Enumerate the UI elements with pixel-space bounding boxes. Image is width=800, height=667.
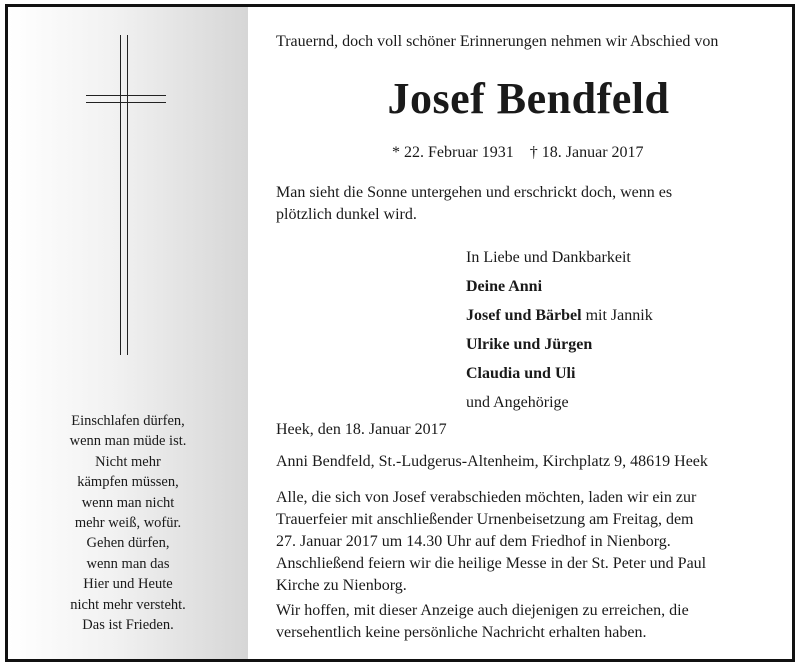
- cross-vertical-line: [127, 35, 128, 355]
- poem-line: wenn man müde ist.: [69, 433, 187, 450]
- mourners-relatives: und Angehörige: [466, 394, 569, 411]
- poem-line: Gehen dürfen,: [86, 535, 170, 552]
- birth-date: * 22. Februar 1931: [392, 144, 514, 161]
- quote-line: plötzlich dunkel wird.: [276, 206, 417, 223]
- cross-horizontal-line: [86, 102, 166, 103]
- life-dates: [392, 144, 644, 162]
- mourner-name: Claudia und Uli: [466, 365, 576, 382]
- mourner-name: Deine Anni: [466, 278, 543, 295]
- paragraph-line: Trauerfeier mit anschließender Urnenbeisetzung am Freitag, dem: [276, 511, 694, 528]
- poem-line: nicht mehr versteht.: [70, 596, 186, 613]
- cross-icon: [86, 35, 166, 355]
- mourners-list: [466, 243, 653, 417]
- closing-paragraph: [276, 600, 776, 644]
- cross-horizontal-line: [86, 95, 166, 96]
- farewell-paragraph: [276, 487, 776, 597]
- paragraph-line: Alle, die sich von Josef verabschieden möchten, laden wir ein zur: [276, 489, 697, 506]
- poem: [8, 411, 248, 635]
- mourner-name: Ulrike und Jürgen: [466, 336, 593, 353]
- poem-line: wenn man nicht: [81, 494, 175, 511]
- sidebar-panel: [8, 7, 248, 659]
- cross-vertical-line: [120, 35, 121, 355]
- deceased-name: Josef Bendfeld: [387, 74, 670, 123]
- paragraph-line: Anschließend feiern wir die heilige Messe in der St. Peter und Paul: [276, 555, 707, 572]
- poem-line: Hier und Heute: [83, 576, 173, 593]
- paragraph-line: Kirche zu Nienborg.: [276, 577, 407, 594]
- quote-line: Man sieht die Sonne untergehen und erschrickt doch, wenn es: [276, 184, 673, 201]
- intro-text: Trauernd, doch voll schöner Erinnerungen nehmen wir Abschied von: [276, 33, 719, 50]
- mourner-name: Josef und Bärbel: [466, 307, 582, 324]
- poem-line: Das ist Frieden.: [82, 617, 174, 634]
- mourners-opening: In Liebe und Dankbarkeit: [466, 249, 631, 266]
- place-date: Heek, den 18. Januar 2017: [276, 421, 447, 438]
- quote: [276, 182, 776, 226]
- obituary-frame: [5, 4, 795, 662]
- paragraph-line: versehentlich keine persönliche Nachricht erhalten haben.: [276, 624, 647, 641]
- mourner-addendum: mit Jannik: [581, 307, 653, 324]
- mourner-entry: [466, 301, 653, 330]
- poem-line: Nicht mehr: [95, 453, 161, 470]
- paragraph-line: Wir hoffen, mit dieser Anzeige auch diejenigen zu erreichen, die: [276, 602, 689, 619]
- poem-line: wenn man das: [86, 555, 170, 572]
- paragraph-line: 27. Januar 2017 um 14.30 Uhr auf dem Friedhof in Nienborg.: [276, 533, 671, 550]
- address: Anni Bendfeld, St.-Ludgerus-Altenheim, Kirchplatz 9, 48619 Heek: [276, 453, 708, 470]
- poem-line: kämpfen müssen,: [77, 474, 179, 491]
- poem-line: mehr weiß, wofür.: [74, 515, 182, 532]
- death-date: † 18. Januar 2017: [529, 144, 644, 161]
- poem-line: Einschlafen dürfen,: [71, 413, 185, 429]
